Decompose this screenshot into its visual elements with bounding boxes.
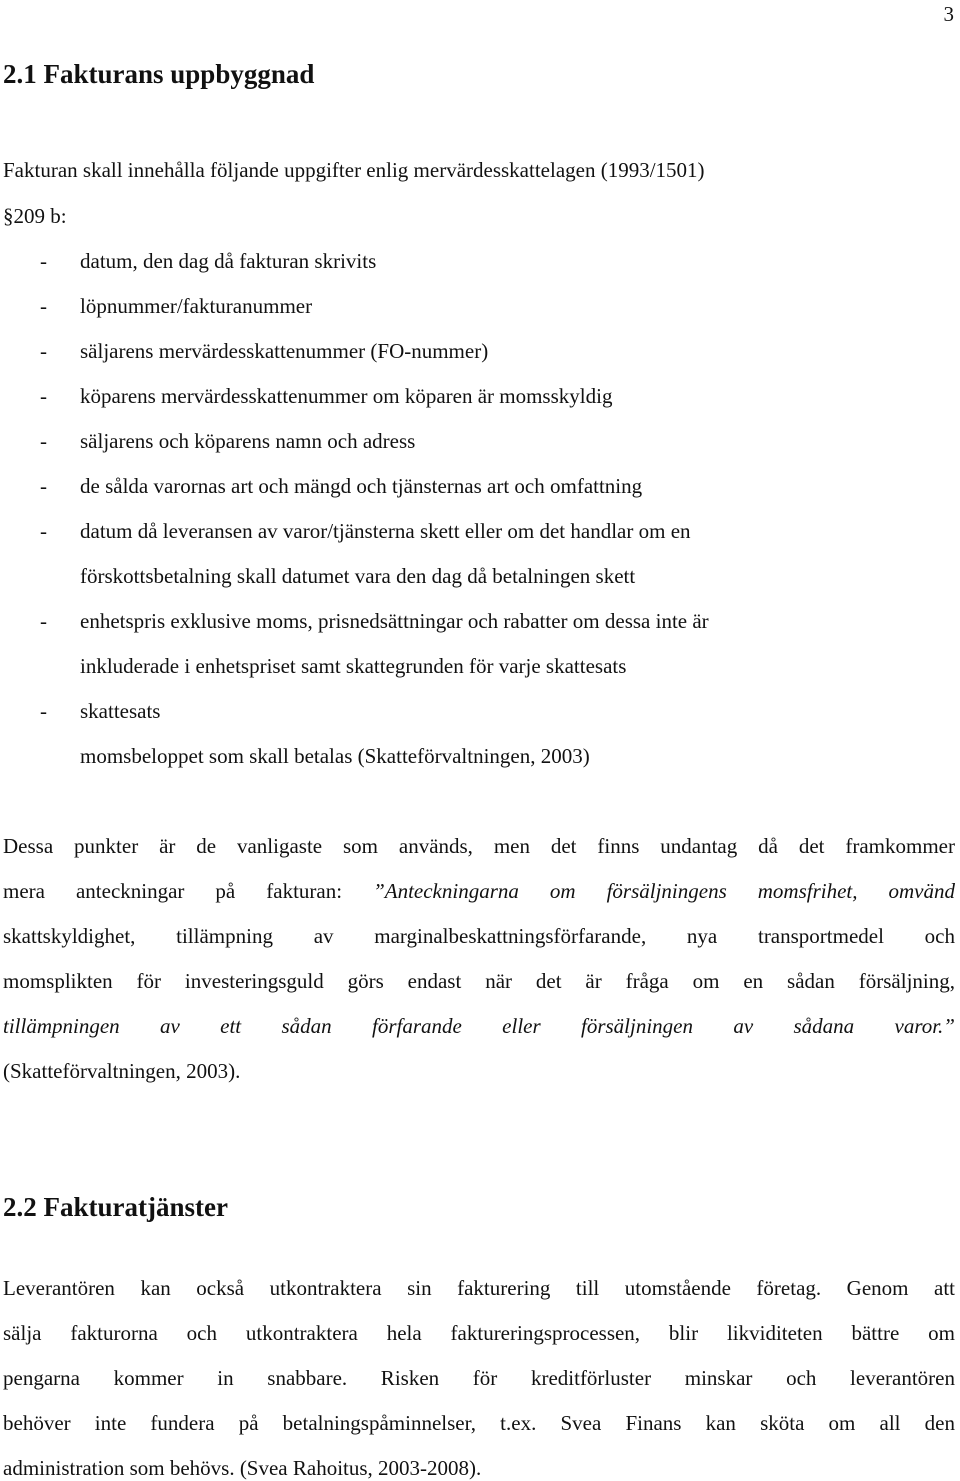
paragraph-line: (Skatteförvaltningen, 2003). [3,1059,241,1083]
list-dash: - [40,609,47,633]
list-dash: - [40,474,47,498]
list-dash: - [40,519,47,543]
section-heading-2-1: 2.1 Fakturans uppbyggnad [3,59,315,89]
paragraph-line: behöver inte fundera på betalningspåminnelser, t.ex. Svea Finans kan sköta om all den [3,1411,955,1435]
list-item: löpnummer/fakturanummer [80,294,313,318]
list-item: köparens mervärdesskattenummer om köparen är momsskyldig [80,384,613,408]
list-item: säljarens och köparens namn och adress [80,429,416,453]
list-item-continuation: momsbeloppet som skall betalas (Skatteförvaltningen, 2003) [80,744,590,768]
paragraph-line: sälja fakturorna och utkontraktera hela faktureringsprocessen, blir likviditeten bättre om [3,1321,955,1345]
list-item: de sålda varornas art och mängd och tjänsternas art och omfattning [80,474,643,498]
paragraph-text: mera anteckningar på fakturan: [3,879,374,903]
section-heading-2-2: 2.2 Fakturatjänster [3,1192,228,1222]
list-dash: - [40,384,47,408]
paragraph-line: administration som behövs. (Svea Rahoitus, 2003-2008). [3,1456,482,1480]
paragraph-line: Leverantören kan också utkontraktera sin fakturering till utomstående företag. Genom att [3,1276,955,1300]
list-dash: - [40,699,47,723]
list-item-continuation: inkluderade i enhetspriset samt skattegrunden för varje skattesats [80,654,627,678]
list-dash: - [40,294,47,318]
paragraph-line [3,881,955,902]
list-item-continuation: förskottsbetalning skall datumet vara den dag då betalningen skett [80,564,636,588]
list-item: enhetspris exklusive moms, prisnedsättningar och rabatter om dessa inte är [80,609,709,633]
list-item: datum, den dag då fakturan skrivits [80,249,377,273]
list-dash: - [40,339,47,363]
list-item: skattesats [80,699,161,723]
paragraph-line: momsplikten för investeringsguld görs endast när det är fråga om en sådan försäljning, [3,969,955,993]
list-item: datum då leveransen av varor/tjänsterna skett eller om det handlar om en [80,519,691,543]
list-item: säljarens mervärdesskattenummer (FO-nummer) [80,339,489,363]
quote-text: ”Anteckningarna om försäljningens momsfrihet, omvänd [373,879,955,903]
list-dash: - [40,429,47,453]
intro-line: §209 b: [3,204,67,228]
intro-line: Fakturan skall innehålla följande uppgifter enlig mervärdesskattelagen (1993/1501) [3,158,705,182]
paragraph-line: pengarna kommer in snabbare. Risken för kreditförluster minskar och leverantören [3,1366,955,1390]
paragraph-line: Dessa punkter är de vanligaste som används, men det finns undantag då det framkommer [3,834,955,858]
page-number: 3 [943,2,954,26]
paragraph-line: skattskyldighet, tillämpning av marginalbeskattningsförfarande, nya transportmedel och [3,924,955,948]
quote-text: tillämpningen av ett sådan förfarande eller försäljningen av sådana varor.” [3,1014,955,1038]
list-dash: - [40,249,47,273]
